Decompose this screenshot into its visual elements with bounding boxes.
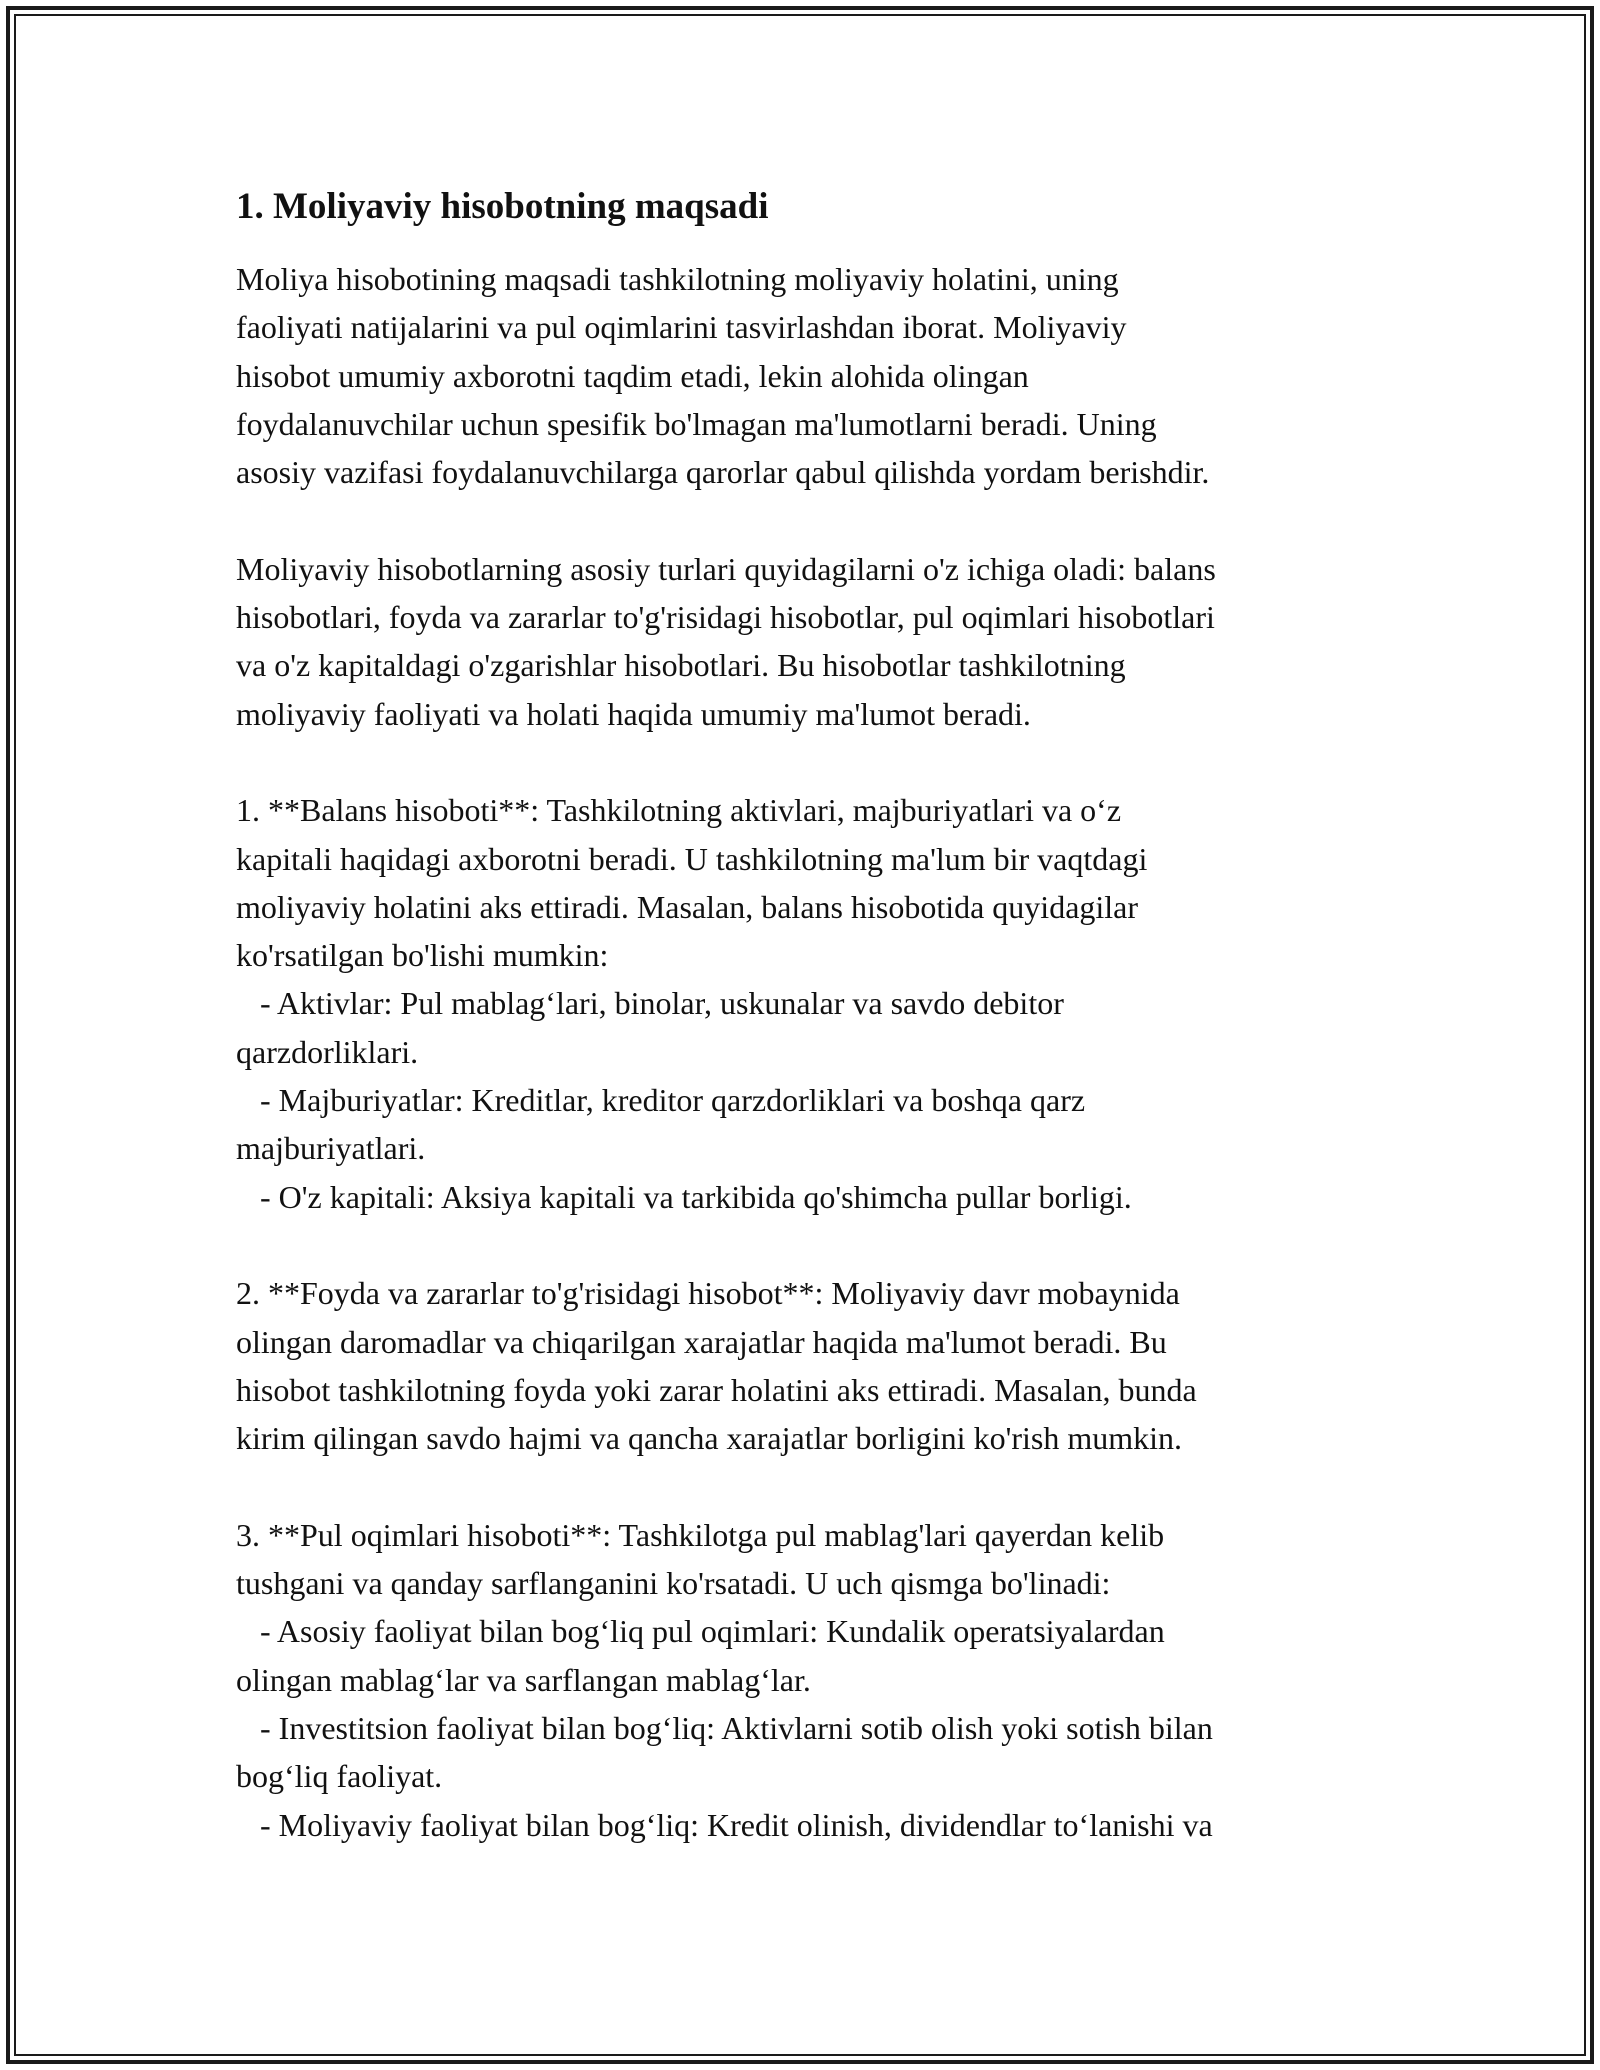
list-item-line: - Aktivlar: Pul mablag‘lari, binolar, uskunalar va savdo debitor [236, 985, 1064, 1022]
text-line: majburiyatlari. [236, 1130, 426, 1167]
list-item-line: - Majburiyatlar: Kreditlar, kreditor qarzdorliklari va boshqa qarz [236, 1082, 1086, 1119]
paragraph-balance-sheet [236, 786, 1386, 1221]
text-line: ko'rsatilgan bo'lishi mumkin: [236, 937, 609, 974]
paragraph-income-statement [236, 1269, 1386, 1462]
text-line: 3. **Pul oqimlari hisoboti**: Tashkilotga pul mablag'lari qayerdan kelib [236, 1516, 1165, 1553]
text-line: tushgani va qanday sarflanganini ko'rsatadi. U uch qismga bo'linadi: [236, 1565, 1111, 1602]
paragraph-purpose [236, 255, 1386, 496]
paragraph-cash-flow [236, 1511, 1386, 1849]
text-line: Moliya hisobotining maqsadi tashkilotning moliyaviy holatini, uning [236, 261, 1119, 297]
text-line: kirim qilingan savdo hajmi va qancha xarajatlar borligini ko'rish mumkin. [236, 1420, 1182, 1457]
text-line: asosiy vazifasi foydalanuvchilarga qarorlar qabul qilishda yordam berishdir. [236, 454, 1210, 491]
text-line: 1. **Balans hisoboti**: Tashkilotning aktivlari, majburiyatlari va o‘z [236, 792, 1122, 829]
text-line: qarzdorliklari. [236, 1033, 419, 1070]
text-line: hisobot tashkilotning foyda yoki zarar holatini aks ettiradi. Masalan, bunda [236, 1371, 1197, 1408]
paragraph-report-types [236, 545, 1386, 738]
text-line: moliyaviy holatini aks ettiradi. Masalan, balans hisobotida quyidagilar [236, 888, 1139, 925]
text-line: va o'z kapitaldagi o'zgarishlar hisobotlari. Bu hisobotlar tashkilotning [236, 647, 1126, 684]
text-line: olingan mablag‘lar va sarflangan mablag‘lar. [236, 1661, 811, 1698]
paragraph-gap [236, 1462, 1386, 1510]
paragraph-gap [236, 738, 1386, 786]
text-line: bog‘liq faoliyat. [236, 1758, 443, 1795]
text-line: foydalanuvchilar uchun spesifik bo'lmagan ma'lumotlarni beradi. Uning [236, 405, 1157, 442]
text-line: faoliyati natijalarini va pul oqimlarini tasvirlashdan iborat. Moliyaviy [236, 309, 1127, 346]
text-line: hisobot umumiy axborotni taqdim etadi, lekin alohida olingan [236, 357, 1029, 394]
section-heading: 1. Moliyaviy hisobotning maqsadi [236, 186, 769, 227]
text-line: Moliyaviy hisobotlarning asosiy turlari quyidagilarni o'z ichiga oladi: balans [236, 550, 1216, 587]
list-item-line: - Investitsion faoliyat bilan bog‘liq: Aktivlarni sotib olish yoki sotish bilan [236, 1709, 1213, 1746]
list-item-line: - Asosiy faoliyat bilan bog‘liq pul oqimlari: Kundalik operatsiyalardan [236, 1613, 1165, 1650]
list-item-line: - O'z kapitali: Aksiya kapitali va tarkibida qo'shimcha pullar borligi. [236, 1178, 1132, 1215]
text-line: 2. **Foyda va zararlar to'g'risidagi hisobot**: Moliyaviy davr mobaynida [236, 1275, 1180, 1312]
document-body [236, 183, 1386, 1849]
list-item-line: - Moliyaviy faoliyat bilan bog‘liq: Kredit olinish, dividendlar to‘lanishi va [236, 1806, 1213, 1843]
text-line: moliyaviy faoliyati va holati haqida umumiy ma'lumot beradi. [236, 695, 1031, 732]
text-line: kapitali haqidagi axborotni beradi. U tashkilotning ma'lum bir vaqtdagi [236, 840, 1148, 877]
text-line: olingan daromadlar va chiqarilgan xarajatlar haqida ma'lumot beradi. Bu [236, 1323, 1167, 1360]
paragraph-gap [236, 496, 1386, 544]
paragraph-gap [236, 1221, 1386, 1269]
text-line: hisobotlari, foyda va zararlar to'g'risidagi hisobotlar, pul oqimlari hisobotlari [236, 599, 1215, 636]
